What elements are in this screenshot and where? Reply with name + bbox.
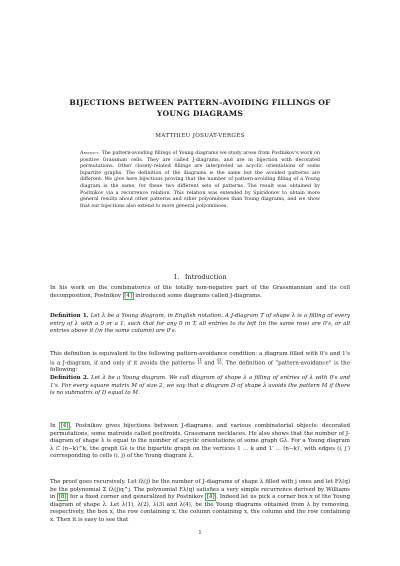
intro-paragraph-1 bbox=[50, 285, 350, 300]
pattern-2-bottom: 10 bbox=[216, 361, 222, 366]
title-line-1: BIJECTIONS BETWEEN PATTERN-AVOIDING FILLINGS OF bbox=[69, 98, 331, 107]
p2-text-b: . The definition of “pattern-avoidance” is the following: bbox=[50, 359, 350, 374]
definition-1-label: Definition 1. bbox=[50, 313, 89, 319]
p2-text-mid: and bbox=[201, 359, 217, 366]
citation-4-link[interactable]: [4] bbox=[124, 292, 133, 299]
p2-text-a: This definition is equivalent to the following pattern-avoidance condition: a diagram filled with 0's and 1's is a J-diagram, if and only if it avoids the patterns bbox=[50, 351, 350, 366]
definition-2 bbox=[50, 375, 350, 398]
abstract-text: The pattern-avoiding fillings of Young diagrams we study arose from Postnikov's work on positive Grassman cells. They are called J-diagrams, and are in bijection with decorated permutations. Other closely-related fillings are interpreted as acyclic orientations of some bipartite graphs. The definition of the diagrams is the same but the avoided patterns are different. We give here bijections proving that the number of pattern-avoiding filling of a Young diagram is the same, for these two different sets of patterns. The result was obtained by Postnikov via a recurrence relation. This relation was extended by Spiridonov to obtain more general results about other patterns and other polyominoes than Young diagrams, and we show that our bijections also extend to more general polyominoes. bbox=[80, 151, 320, 209]
p1-text-a: In his work on the combinatorics of the totally non-negative part of the Grassmannian and its cell decomposition, Postnikov bbox=[50, 285, 350, 299]
section-heading bbox=[60, 273, 340, 281]
citation-4-link-3[interactable]: [4] bbox=[206, 494, 215, 501]
page-number: 1 bbox=[198, 530, 202, 536]
pattern-1-bottom: 10 bbox=[197, 361, 202, 366]
pattern-2-top: 01 bbox=[216, 357, 222, 362]
section-number: 1. bbox=[173, 273, 180, 281]
citation-4-link-2[interactable]: [4] bbox=[60, 423, 69, 429]
intro-paragraph-3 bbox=[50, 423, 350, 461]
p1-text-b: introduced some diagrams called J-diagrams. bbox=[133, 292, 262, 299]
intro-paragraph-4 bbox=[50, 479, 350, 525]
abstract-label: Abstract. bbox=[80, 151, 100, 156]
p3-text-a: In bbox=[50, 423, 60, 429]
section-title: Introduction bbox=[184, 273, 227, 281]
author-name: MATTHIEU JOSUAT-VERGÈS bbox=[155, 133, 245, 139]
citation-8-link[interactable]: [8] bbox=[58, 494, 67, 501]
abstract bbox=[80, 151, 320, 210]
p3-text-b: , Postnikov gives bijections between J-diagrams, and various combinatorial objects: decorated permutations, some matroids called positroids, Grassmann necklaces. He also shows that the number of J-diagram of shape λ is equal to the number of acyclic orientations of some graph Gλ. For a Young diagram λ ⊂ (n−k)^k, the graph Gλ is the bipartite graph on the vertices 1 … k and 1′ … (n−k)′, with edges (i, j′) corresponding to cells (i, j) of the Young diagram λ. bbox=[50, 423, 351, 460]
pattern-1-top: 11 bbox=[197, 357, 202, 362]
p4-text-b: for a fixed corner and generalized by Postnikov bbox=[68, 494, 206, 501]
paper-title bbox=[60, 97, 340, 119]
definition-2-text: Let λ be a Young diagram. We call diagram of shape λ a filling of entries of λ with 0's and 1's. For every square matrix M of size 2, we say that a diagram D of shape λ avoids the pattern M if there is no submatrix of D equal to M. bbox=[50, 375, 351, 397]
p4-text-a: The proof goes recursively. Let fλ(j) be the number of J-diagrams of shape λ filled with j ones and let Fλ(q) be the polynomial Σ fλ(j)q^j. The polynomial Fλ(q) satisfies a very simple recurrence derived by Williams in bbox=[50, 479, 350, 501]
intro-paragraph-2 bbox=[50, 351, 350, 375]
definition-2-label: Definition 2. bbox=[50, 375, 89, 381]
p4-text-c: . Indeed let us pick a corner box x of the Young diagram of shape λ. Let λ(1), λ(2), λ(3) and λ(4), be the Young diagrams obtained from λ by removing, respectively, the box x, the row containing x, the column containing x, the column and the row containing x. Then it is easy to see that bbox=[50, 494, 350, 523]
definition-1-text: Let λ be a Young diagram, in English notation. A J-diagram T of shape λ is a filling of every entry of λ with a 0 or a 1, such that for any 0 in T, all entries to its left (in the same row) are 0's, or all entries above it (in the same column) are 0's. bbox=[50, 313, 350, 335]
title-line-2: YOUNG DIAGRAMS bbox=[156, 109, 244, 118]
definition-1 bbox=[50, 313, 350, 336]
